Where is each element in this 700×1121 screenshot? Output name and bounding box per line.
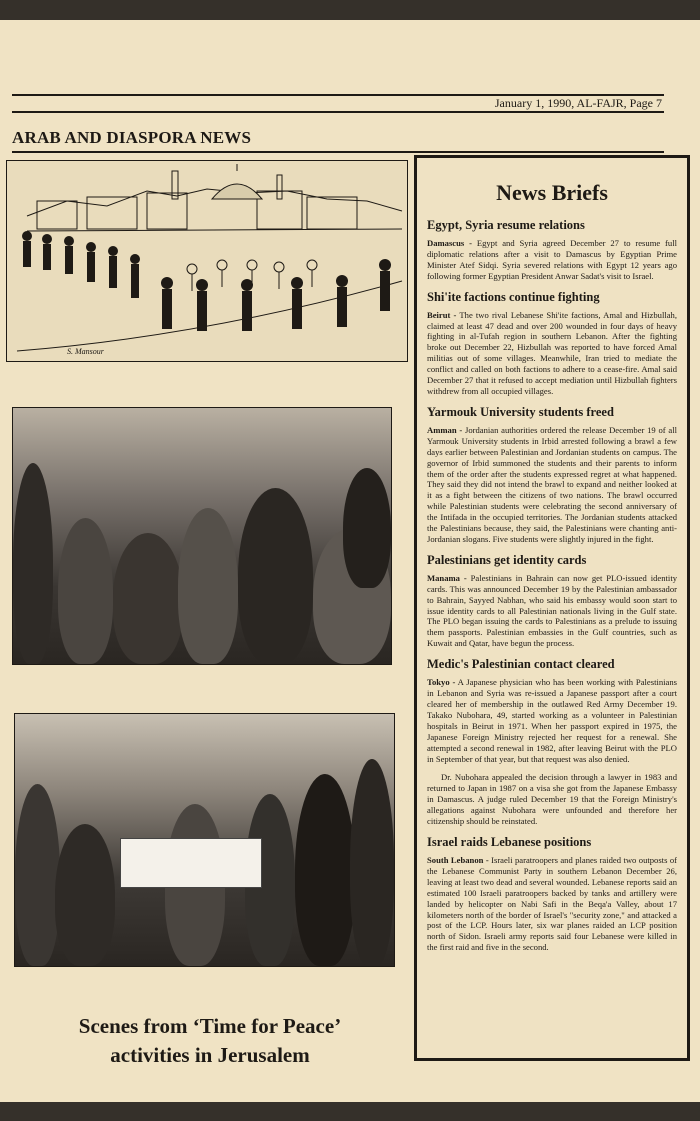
- scan-bottom-border: [0, 1102, 700, 1121]
- brief-headline: Yarmouk University students freed: [427, 404, 614, 419]
- cartoon-signature: S. Mansour: [67, 347, 104, 356]
- briefs-title: News Briefs: [496, 180, 608, 205]
- crowd-figure: [58, 518, 113, 664]
- brief-dateline: South Lebanon -: [427, 854, 489, 865]
- brief-text: A Japanese physician who has been working with Palestinians in Lebanon and Syria was re-issued a Japanese passport after a court cleared her of membership in the outlawed Red Army December 19. Takako Nubohara, 49, started working as a volunteer in Palestinian hospitals in Beirut in 1971. When her passport expired in 1975, the Japanese Foreign Ministry rejected her request for a renewal. She attempted a second renewal in 1982, after leaving Beirut with the PLO in September of that year, but that request was also denied.: [427, 677, 677, 764]
- brief-text: The two rival Lebanese Shi'ite factions, Amal and Hizbullah, claimed at least 47 dead and over 200 wounded in four days of heavy fighting in al-Tufah region in southern Lebanon. After the fighting broke out December 22, Hizbullah was reported to have forced Amal militias out of some villages. Meanwhile, Iran tried to mediate the conflict and called on both factions to adhere to a cease-fire. Amal said December 27 that it refused to accept mediation until Hizbullah fighters withdrew from all occupied villages.: [427, 309, 678, 396]
- rally-photo-2: [14, 713, 395, 967]
- protest-sign: [120, 838, 262, 888]
- caption-line-2: activities in Jerusalem: [110, 1043, 310, 1067]
- brief-headline: Palestinians get identity cards: [427, 552, 587, 567]
- brief-body: [427, 425, 677, 545]
- brief-headline: Medic's Palestinian contact cleared: [427, 657, 615, 672]
- scan-top-border: [0, 0, 700, 20]
- brief-headline: Shi'ite factions continue fighting: [427, 289, 600, 304]
- crowd-figure: [238, 488, 313, 664]
- crowd-figure: [113, 533, 183, 664]
- cartoon-illustration: [6, 160, 408, 362]
- brief-item: [427, 218, 677, 282]
- brief-body: [427, 855, 677, 953]
- brief-text: Jordanian authorities ordered the release December 19 of all Yarmouk University students in Irbid arrested following a brawl a few days earlier between Palestinian and Jordanian students on campus. The governor of Irbid summoned the students and their parents to inform them of the order after the students expressed regret at what happened. They said they did not intend the brawl to expand and neither looked at it as a fight between the citizens of two nations. The brawl occurred while Palestinian students were celebrating the second anniversary of the Intifada in the occupied territories. The Jordanian students attacked the Palestinians because, they said, the Palestinians were chanting anti-Jordanian slogans. Five students were slightly injured in the fight.: [427, 424, 677, 544]
- brief-text: Dr. Nubohara appealed the decision through a lawyer in 1983 and returned to Japan in 1987 on a visa she got from the Japanese Embassy in Damascus. A judge ruled December 19 that the Foreign Ministry's allegations against Nubohara were unfounded and therefore her citizenship should be reinstated.: [427, 772, 677, 827]
- brief-dateline: Beirut -: [427, 309, 457, 320]
- dateline-rule: [12, 111, 664, 113]
- brief-item: [427, 290, 677, 397]
- brief-dateline: Manama -: [427, 572, 467, 583]
- brief-item: [427, 657, 677, 827]
- page-dateline: January 1, 1990, AL-FAJR, Page 7: [494, 96, 662, 110]
- cartoon-drawing: [7, 161, 407, 361]
- rally-photo-1: [12, 407, 392, 665]
- brief-item: [427, 405, 677, 545]
- crowd-figure: [13, 463, 53, 664]
- brief-item: [427, 553, 677, 649]
- brief-body: [427, 677, 677, 764]
- brief-dateline: Amman -: [427, 424, 463, 435]
- crowd-figure: [343, 468, 391, 588]
- crowd-figure: [178, 508, 238, 664]
- brief-headline: Israel raids Lebanese positions: [427, 834, 592, 849]
- brief-text: Egypt and Syria agreed December 27 to resume full diplomatic relations after a visit to Damascus by Egyptian Prime Minister Atef Sidqi. Syria severed relations with Egypt 12 years ago following former Egyptian President Anwar Sadat's visit to Israel.: [427, 238, 677, 281]
- brief-text: Palestinians in Bahrain can now get PLO-issued identity cards. This was announced December 19 by the Palestinian ambassador to Bahrain, Sayyed Nabhan, who said his embassy would soon start to issue identity cards to all Palestinian nationals living in the Gulf state. The PLO began issuing the cards to Palestinians as a prelude to issuing them passports. Palestinian embassies in the Gulf countries, such as Kuwait and Qatar, have begun the process.: [427, 572, 678, 649]
- crowd-figure: [350, 759, 394, 966]
- brief-body: [427, 310, 677, 397]
- brief-dateline: Damascus -: [427, 238, 472, 248]
- news-briefs-box: [414, 155, 690, 1061]
- brief-body: [427, 238, 677, 282]
- brief-dateline: Tokyo -: [427, 677, 456, 688]
- section-rule: [12, 151, 664, 153]
- brief-item: [427, 835, 677, 953]
- section-title: ARAB AND DIASPORA NEWS: [12, 128, 252, 147]
- crowd-figure: [295, 774, 355, 966]
- crowd-figure: [55, 824, 115, 966]
- photo-caption: [20, 1012, 400, 1070]
- crowd-figure: [15, 784, 60, 966]
- caption-line-1: Scenes from ‘Time for Peace’: [78, 1014, 342, 1038]
- brief-headline: Egypt, Syria resume relations: [427, 218, 585, 232]
- brief-text: Israeli paratroopers and planes raided two outposts of the Lebanese Communist Party in southern Lebanon December 26, leaving at least two dead and several wounded. Lebanese reports said an estimated 100 Israeli paratroopers backed by tanks and artillery were landed by helicopter on Nabi Safi in the Beqa'a Valley, about 17 kilometers north of the border of Israel's "security zone," and attacked a post of the LCP. Hours later, six war planes raided an LCP position north of Sidon. Israeli army reports said four Lebanese were killed in the first raid and five in the second.: [427, 854, 677, 953]
- brief-body: [427, 573, 677, 649]
